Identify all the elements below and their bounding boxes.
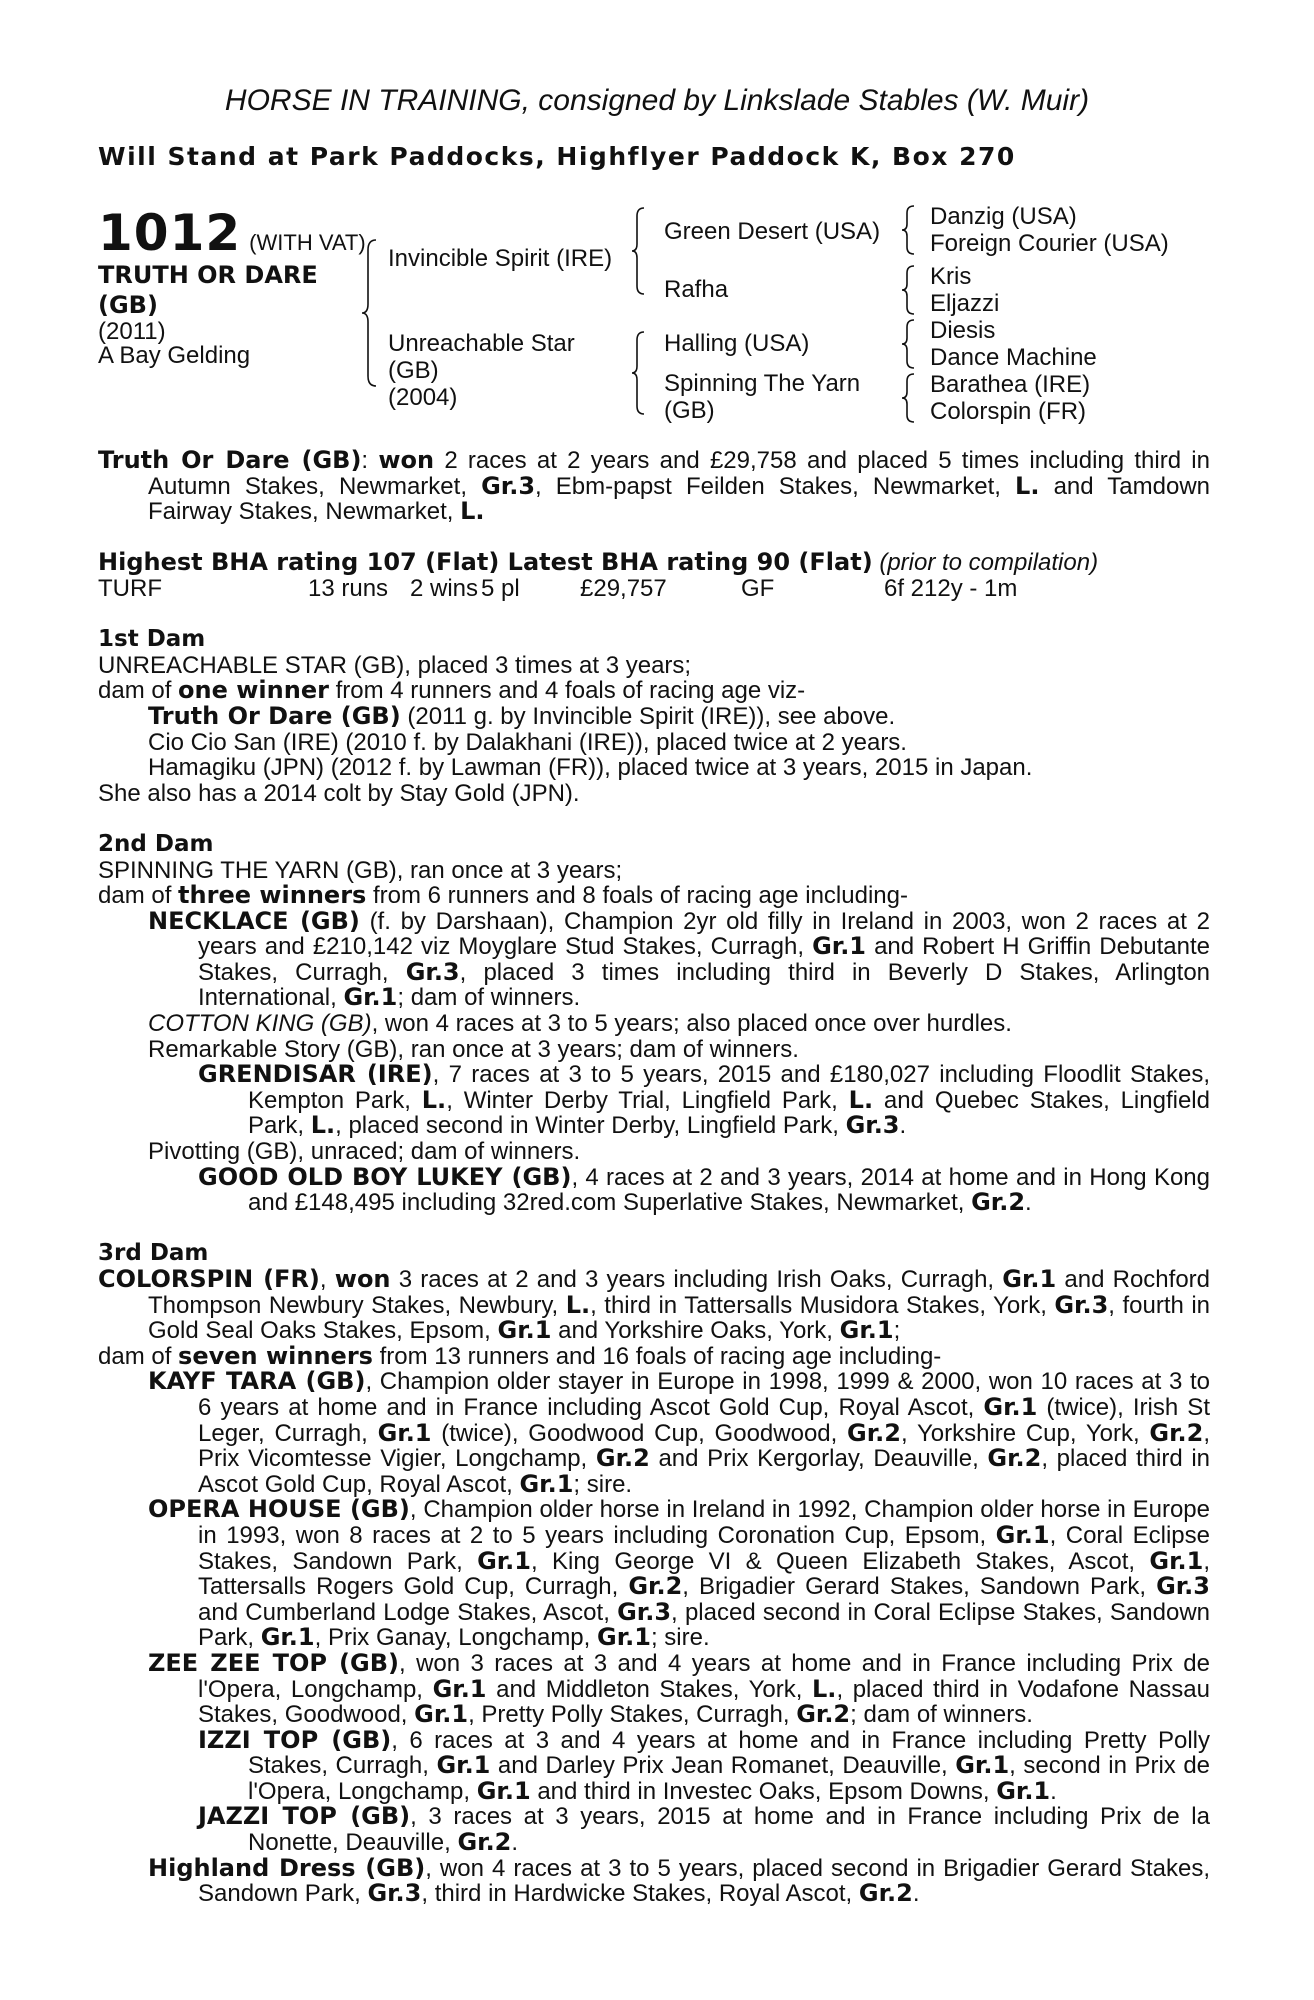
- produce-note: She also has a 2014 colt by Stay Gold (JPN).: [98, 779, 580, 807]
- produce-entry: GOOD OLD BOY LUKEY (GB), 4 races at 2 and 3 years, 2014 at home and in Hong Kong and £148,495 including 32red.com Superlative Stakes, Newmarket, Gr.2.: [198, 1162, 1210, 1217]
- great-grandparent-1: Danzig (USA): [930, 203, 1077, 230]
- bha-rating-line: [98, 550, 1210, 576]
- summary-horse-name: Truth Or Dare (GB): [98, 446, 362, 474]
- rating-note: (prior to compilation): [879, 549, 1099, 577]
- stat-placed: 5 pl: [481, 574, 520, 602]
- third-dam-heading: 3rd Dam: [98, 1240, 209, 1267]
- vat-note: (WITH VAT): [249, 230, 366, 255]
- third-dam-produce-intro: dam of seven winners from 13 runners and 16 foals of racing age including-: [98, 1341, 942, 1370]
- great-grandparent-5: Diesis: [930, 317, 996, 344]
- first-dam-produce-intro: dam of one winner from 4 runners and 4 foals of racing age viz-: [98, 676, 806, 705]
- produce-entry: ZEE ZEE TOP (GB), won 3 races at 3 and 4 years at home and in France including Prix de l'Opera, Longchamp, Gr.1 and Middleton Stakes, York, L., placed third in Vodafone Nassau Stakes, Goodwood, Gr.1, Pretty Polly Stakes, Curragh, Gr.2; dam of winners.: [148, 1648, 1210, 1729]
- second-dam-produce-intro: dam of three winners from 6 runners and 8 foals of racing age including-: [98, 881, 908, 910]
- sire-sire-name: Green Desert (USA): [664, 218, 881, 245]
- produce-entry: Remarkable Story (GB), ran once at 3 years; dam of winners.: [148, 1035, 799, 1063]
- horse-name: TRUTH OR DARE (GB): [98, 261, 318, 319]
- second-dam-line: SPINNING THE YARN (GB), ran once at 3 years;: [98, 856, 623, 884]
- stat-earnings: £29,757: [580, 574, 667, 602]
- produce-entry: OPERA HOUSE (GB), Champion older horse in Ireland in 1992, Champion older horse in Europe in 1993, won 8 races at 2 to 5 years including Coronation Cup, Epsom, Gr.1, Coral Eclipse Stakes, Sandown Park, Gr.1, King George VI & Queen Elizabeth Stakes, Ascot, Gr.1, Tattersalls Rogers Gold Cup, Curragh, Gr.2, Brigadier Gerard Stakes, Sandown Park, Gr.3 and Cumberland Lodge Stakes, Ascot, Gr.3, placed second in Coral Eclipse Stakes, Sandown Park, Gr.1, Prix Ganay, Longchamp, Gr.1; sire.: [148, 1495, 1210, 1652]
- produce-entry: Hamagiku (JPN) (2012 f. by Lawman (FR)), placed twice at 3 years, 2015 in Japan.: [148, 754, 1033, 782]
- dam-name-line-3: (2004): [388, 384, 458, 411]
- form-stats-row: [98, 576, 1210, 602]
- sire-name: Invincible Spirit (IRE): [388, 245, 613, 272]
- pedigree-main-brace: [360, 238, 378, 388]
- stat-runs: 13 runs: [308, 574, 389, 602]
- first-dam-line: UNREACHABLE STAR (GB), placed 3 times at 3 years;: [98, 651, 692, 679]
- produce-entry: JAZZI TOP (GB), 3 races at 3 years, 2015 at home and in France including Prix de la Nonette, Deauville, Gr.2.: [198, 1802, 1210, 1857]
- produce-entry: Pivotting (GB), unraced; dam of winners.: [148, 1138, 581, 1166]
- dam-dam-name-line-2: (GB): [664, 397, 715, 424]
- consignor-header: HORSE IN TRAINING, consigned by Linkslade Stables (W. Muir): [224, 84, 1090, 117]
- great-grandparent-8: Colorspin (FR): [930, 398, 1087, 425]
- second-dam-heading: 2nd Dam: [98, 830, 214, 857]
- great-grandparent-2: Foreign Courier (USA): [930, 230, 1169, 257]
- produce-entry: NECKLACE (GB) (f. by Darshaan), Champion 2yr old filly in Ireland in 2003, won 2 races at 2 years and £210,142 viz Moyglare Stud Stakes, Curragh, Gr.1 and Robert H Griffin Debutante Stakes, Curragh, Gr.3, placed 3 times including third in Beverly D Stakes, Arlington International, Gr.1; dam of winners.: [148, 906, 1211, 1012]
- great-grandparent-4: Eljazzi: [930, 290, 1000, 317]
- great-grandparent-3: Kris: [930, 263, 972, 290]
- bha-rating: Highest BHA rating 107 (Flat) Latest BHA rating 90 (Flat): [98, 548, 873, 577]
- gg-brace-4: [900, 372, 916, 424]
- stat-distance: 6f 212y - 1m: [884, 574, 1018, 602]
- sire-dam-name: Rafha: [664, 276, 729, 303]
- great-grandparent-6: Dance Machine: [930, 344, 1097, 371]
- lot-number: 1012: [98, 204, 242, 262]
- great-grandparent-7: Barathea (IRE): [930, 371, 1091, 398]
- horse-year: (2011): [98, 318, 166, 345]
- gg-brace-2: [900, 264, 916, 316]
- sire-brace: [630, 206, 646, 296]
- produce-entry: Truth Or Dare (GB) (2011 g. by Invincible Spirit (IRE)), see above.: [148, 701, 896, 730]
- venue-line: Will Stand at Park Paddocks, Highflyer Paddock K, Box 270: [98, 142, 1016, 171]
- gg-brace-1: [900, 204, 916, 256]
- produce-entry: KAYF TARA (GB), Champion older stayer in Europe in 1998, 1999 & 2000, won 10 races at 3 to 6 years at home and in France including Ascot Gold Cup, Royal Ascot, Gr.1 (twice), Irish St Leger, Curragh, Gr.1 (twice), Goodwood Cup, Goodwood, Gr.2, Yorkshire Cup, York, Gr.2, Prix Vicomtesse Vigier, Longchamp, Gr.2 and Prix Kergorlay, Deauville, Gr.2, placed third in Ascot Gold Cup, Royal Ascot, Gr.1; sire.: [148, 1367, 1211, 1498]
- dam-dam-name-line-1: Spinning The Yarn: [664, 370, 861, 397]
- produce-entry: COTTON KING (GB), won 4 races at 3 to 5 years; also placed once over hurdles.: [148, 1010, 1012, 1038]
- catalogue-body: [98, 448, 1210, 1907]
- dam-brace: [630, 330, 646, 416]
- dam-sire-name: Halling (USA): [664, 330, 810, 357]
- third-dam-record: COLORSPIN (FR), won 3 races at 2 and 3 years including Irish Oaks, Curragh, Gr.1 and Rochford Thompson Newbury Stakes, Newbury, L., third in Tattersalls Musidora Stakes, York, Gr.3, fourth in Gold Seal Oaks Stakes, Epsom, Gr.1 and Yorkshire Oaks, York, Gr.1;: [98, 1265, 1211, 1345]
- gg-brace-3: [900, 318, 916, 370]
- dam-name-line-2: (GB): [388, 357, 439, 384]
- lot-heading: [98, 204, 366, 262]
- horse-description: A Bay Gelding: [98, 342, 251, 369]
- produce-entry: Highland Dress (GB), won 4 races at 3 to 5 years, placed second in Brigadier Gerard Stakes, Sandown Park, Gr.3, third in Hardwicke Stakes, Royal Ascot, Gr.2.: [148, 1853, 1210, 1908]
- race-summary: Truth Or Dare (GB): won 2 races at 2 years and £29,758 and placed 5 times including third in Autumn Stakes, Newmarket, Gr.3, Ebm-papst Feilden Stakes, Newmarket, L. and Tamdown Fairway Stakes, Newmarket, L.: [98, 446, 1210, 526]
- stat-surface: TURF: [98, 574, 162, 602]
- produce-entry: Cio Cio San (IRE) (2010 f. by Dalakhani (IRE)), placed twice at 2 years.: [148, 728, 907, 756]
- stat-going: GF: [741, 574, 775, 602]
- produce-entry: GRENDISAR (IRE), 7 races at 3 to 5 years, 2015 and £180,027 including Floodlit Stakes, Kempton Park, L., Winter Derby Trial, Lingfield Park, L. and Quebec Stakes, Lingfield Park, L., placed second in Winter Derby, Lingfield Park, Gr.3.: [198, 1060, 1210, 1140]
- dam-name-line-1: Unreachable Star: [388, 330, 575, 357]
- stat-wins: 2 wins: [410, 574, 479, 602]
- produce-entry: IZZI TOP (GB), 6 races at 3 and 4 years at home and in France including Pretty Polly Stakes, Curragh, Gr.1 and Darley Prix Jean Romanet, Deauville, Gr.1, second in Prix de l'Opera, Longchamp, Gr.1 and third in Investec Oaks, Epsom Downs, Gr.1.: [198, 1725, 1211, 1805]
- first-dam-heading: 1st Dam: [98, 626, 206, 653]
